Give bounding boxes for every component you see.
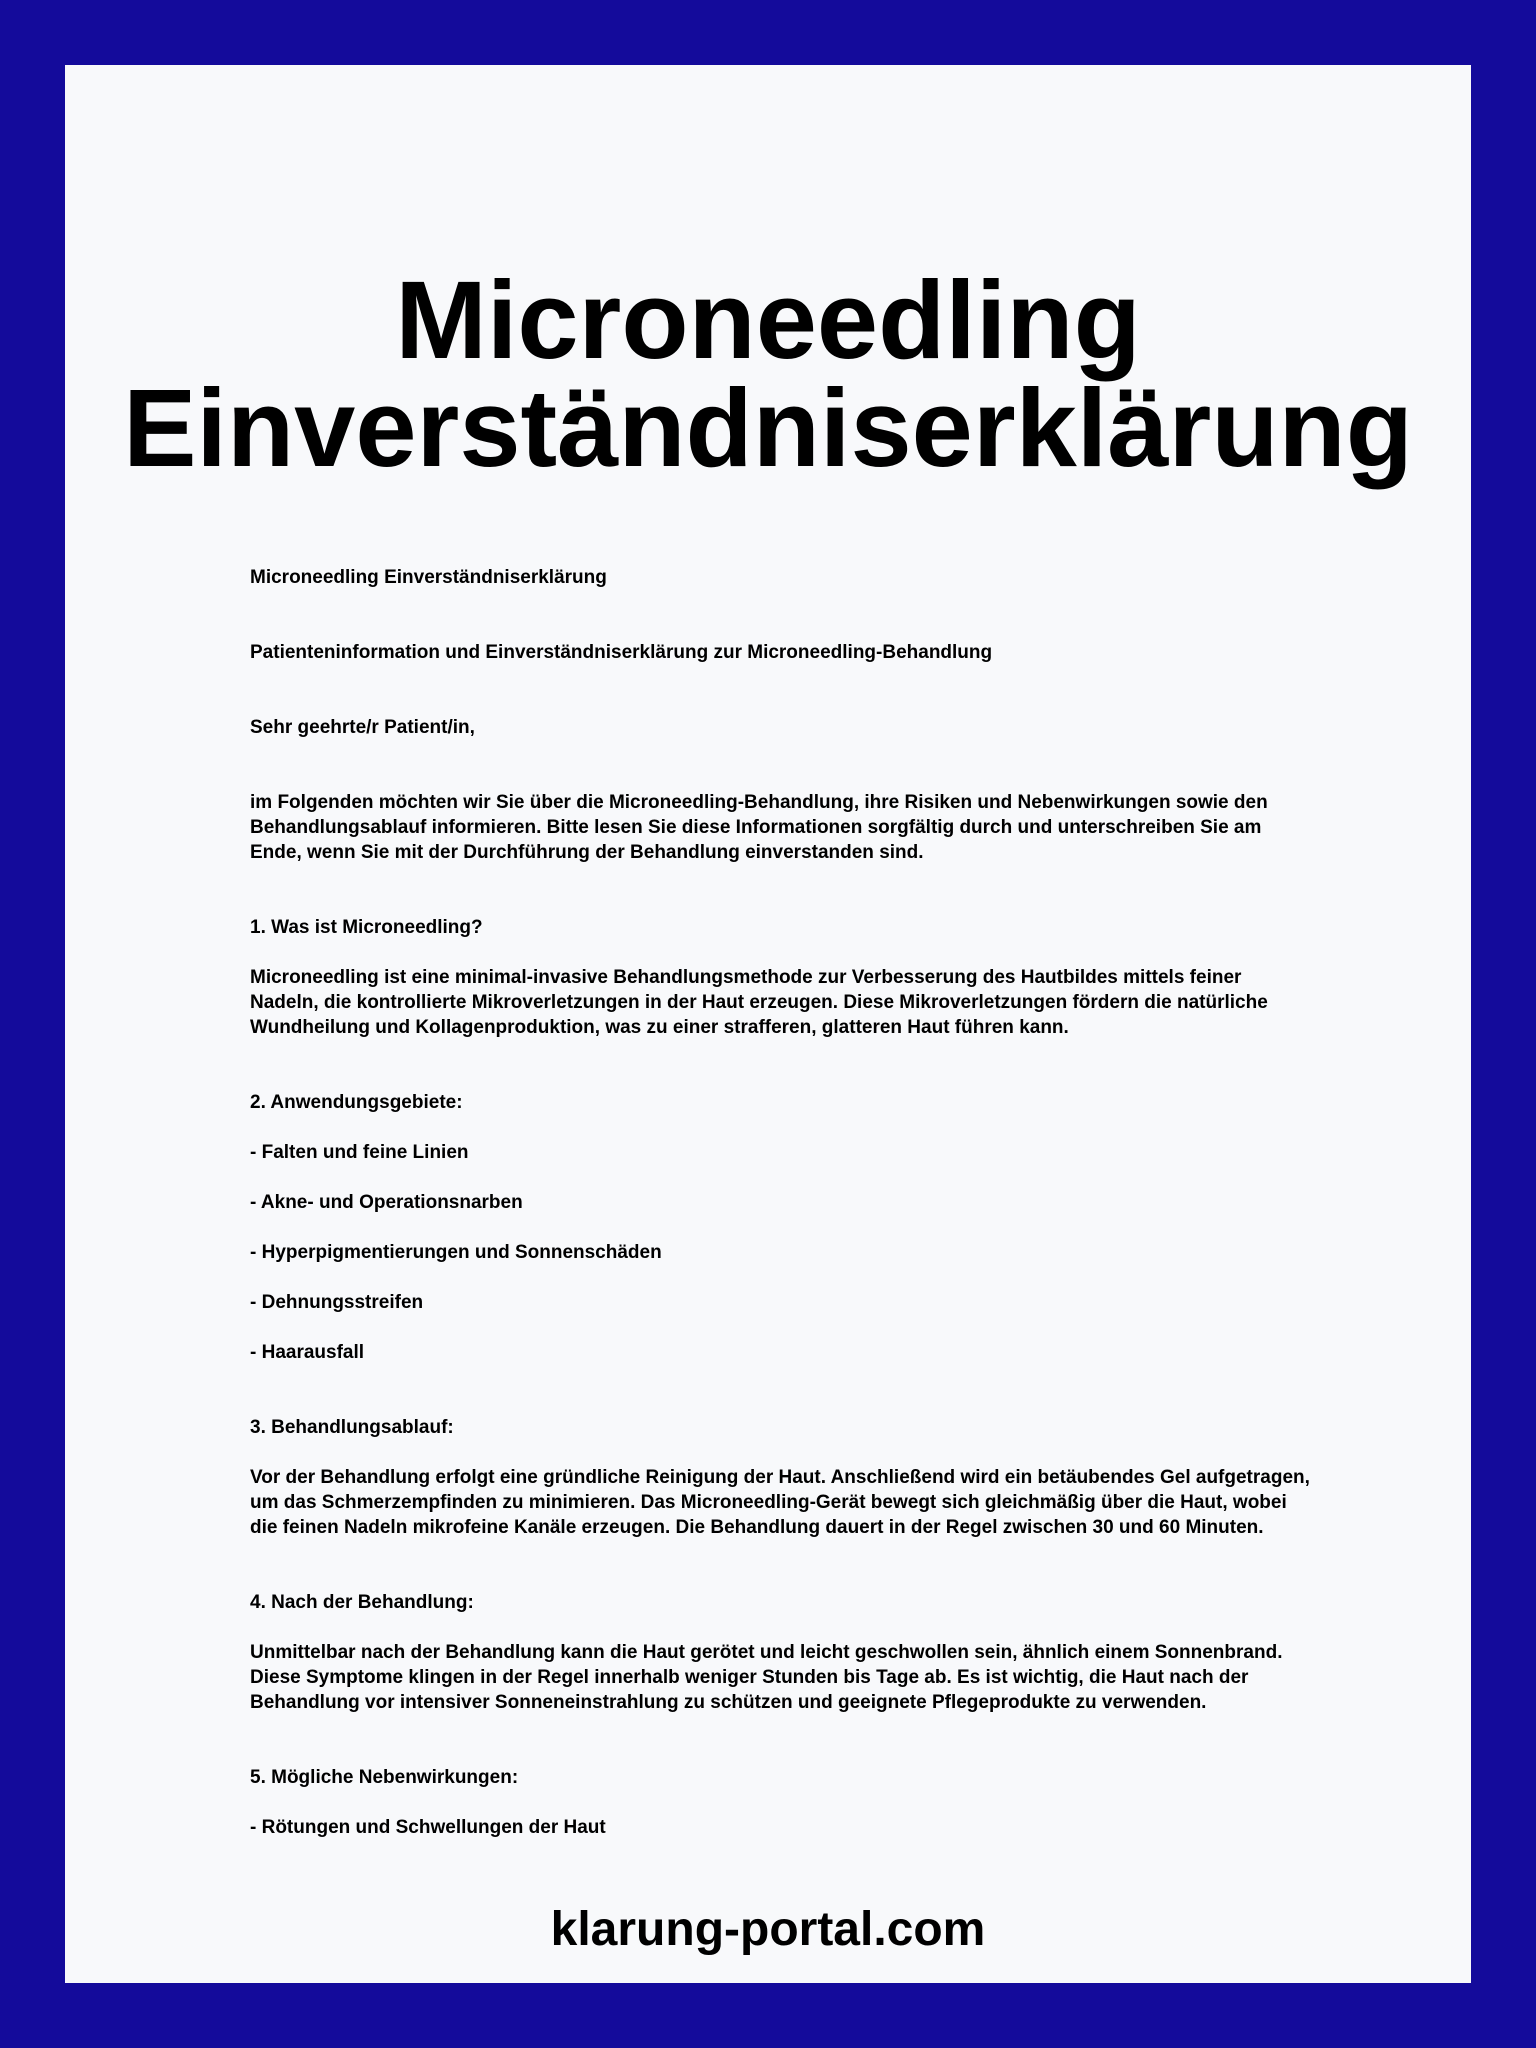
section-1-heading: 1. Was ist Microneedling? (250, 917, 483, 938)
footer-website: klarung-portal.com (550, 1903, 986, 1956)
section-4-heading: 4. Nach der Behandlung: (250, 1592, 474, 1613)
list-item: - Falten und feine Linien (250, 1142, 469, 1163)
section-5-heading: 5. Mögliche Nebenwirkungen: (250, 1767, 519, 1788)
section-1-text: Microneedling ist eine minimal-invasive Behandlungsmethode zur Verbesserung des Hautbildes mittels feiner Nadeln, die kontrollierte Mikroverletzungen in der Haut erzeugen. Diese Mikroverletzungen fördern die natürliche Wundheilung und Kollagenproduktion, was zu einer strafferen, glatteren Haut führen kann. (250, 967, 1268, 1038)
list-item: - Hyperpigmentierungen und Sonnenschäden (250, 1242, 662, 1263)
title-line-2: Einverständniserklärung (123, 367, 1413, 490)
title-line-1: Microneedling (395, 259, 1141, 382)
section-4-text: Unmittelbar nach der Behandlung kann die Haut gerötet und leicht geschwollen sein, ähnlich einem Sonnenbrand. Diese Symptome klingen in der Regel innerhalb weniger Stunden bis Tage ab. Es ist wichtig, die Haut nach der Behandlung vor intensiver Sonneneinstrahlung zu schützen und geeignete Pflegeprodukte zu verwenden. (250, 1642, 1283, 1713)
intro-paragraph: im Folgenden möchten wir Sie über die Microneedling-Behandlung, ihre Risiken und Nebenwirkungen sowie den Behandlungsablauf informieren. Bitte lesen Sie diese Informationen sorgfältig durch und unterschreiben Sie am Ende, wenn Sie mit der Durchführung der Behandlung einverstanden sind. (250, 792, 1268, 863)
body-subheading: Patienteninformation und Einverständniserklärung zur Microneedling-Behandlung (250, 642, 993, 663)
document-body (250, 565, 1310, 1840)
list-item: - Akne- und Operationsnarben (250, 1192, 523, 1213)
section-3-text: Vor der Behandlung erfolgt eine gründliche Reinigung der Haut. Anschließend wird ein betäubendes Gel aufgetragen, um das Schmerzempfinden zu minimieren. Das Microneedling-Gerät bewegt sich gleichmäßig über die Haut, wobei die feinen Nadeln mikrofeine Kanäle erzeugen. Die Behandlung dauert in der Regel zwischen 30 und 60 Minuten. (250, 1467, 1310, 1538)
salutation: Sehr geehrte/r Patient/in, (250, 717, 475, 738)
section-2-heading: 2. Anwendungsgebiete: (250, 1092, 463, 1113)
list-item: - Haarausfall (250, 1342, 365, 1363)
document-page (65, 65, 1471, 1983)
list-item: - Rötungen und Schwellungen der Haut (250, 1817, 606, 1838)
section-3-heading: 3. Behandlungsablauf: (250, 1417, 454, 1438)
body-heading: Microneedling Einverständniserklärung (250, 567, 607, 588)
list-item: - Dehnungsstreifen (250, 1292, 424, 1313)
document-title (65, 259, 1471, 490)
